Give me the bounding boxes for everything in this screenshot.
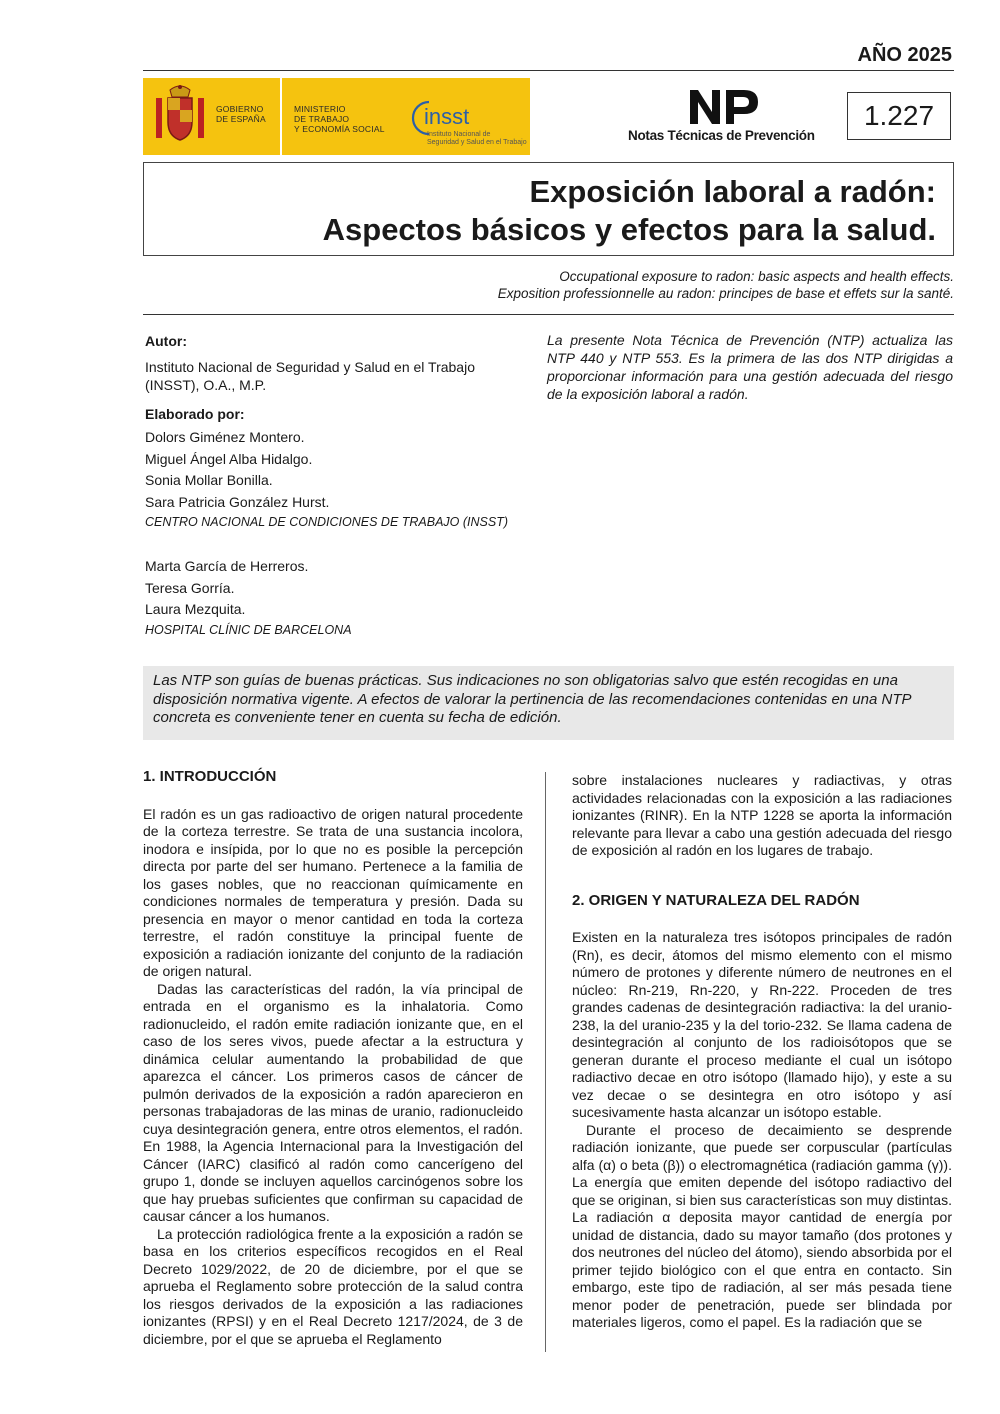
contributor-organization: CENTRO NACIONAL DE CONDICIONES DE TRABAJO (INSST): [145, 515, 509, 529]
paragraph: Durante el proceso de decaimiento se desprende radiación ionizante, que puede ser corpuscular (partículas alfa (α) o beta (β)) o electromagnética (radiación gamma (γ)). La energía que emiten depende del isótopo radiactivo del que se originan, si bien sus características son muy distintas. La radiación α deposita mayor cantidad de energía por unidad de distancia, dado su mayor tamaño (dos protones y dos neutrones del núcleo del átomo), siendo absorbida por el primer tejido biológico con el que entra en contacto. Sin embargo, este tipo de radiación, al ser más pesada tiene menor poder de penetración, puede ser blindada por materiales ligeros, como el papel. Es la radiación que se: [572, 1121, 952, 1330]
abstract: La presente Nota Técnica de Prevención (NTP) actualiza las NTP 440 y NTP 553. Es la primera de las dos NTP dirigidas a proporcionar información para una gestión adecuada del riesgo de la exposición laboral a radón.: [547, 332, 953, 402]
contributor: Teresa Gorría.: [145, 580, 235, 596]
contributor: Sara Patricia González Hurst.: [145, 494, 330, 510]
translated-titles: [254, 268, 954, 302]
document-title: [176, 173, 936, 249]
author-name: Instituto Nacional de Seguridad y Salud en el Trabajo (INSST), O.A., M.P.: [145, 359, 475, 393]
paragraph: La protección radiológica frente a la exposición a radón se basa en los criterios específicos recogidos en el Real Decreto 1029/2022, de 20 de diciembre, por el que se aprueba el Reglamento sobre protección de la salud contra los riesgos derivados de la exposición a las radiaciones ionizantes (RPSI) y en el Real Decreto 1217/2024, de 3 de diciembre, por el que se aprueba el Reglamento: [143, 1225, 523, 1347]
contributor: Laura Mezquita.: [145, 601, 246, 617]
insst-logo-text: insst: [424, 104, 470, 129]
subtitle-french: Exposition professionnelle au radon: principes de base et effets sur la santé.: [497, 286, 954, 301]
np-logo: [688, 88, 760, 126]
right-column: [572, 772, 952, 1332]
paragraph: sobre instalaciones nucleares y radiactivas, y otras actividades relacionadas con la exposición a las radiaciones ionizantes (RINR). En la NTP 1228 se aporta la información relevante para llevar a cabo una gestión adecuada del riesgo de exposición al radón en los lugares de trabajo.: [572, 772, 952, 858]
contributor: Marta García de Herreros.: [145, 558, 309, 574]
contributor-organization: HOSPITAL CLÍNIC DE BARCELONA: [145, 623, 352, 637]
section-heading: 1. INTRODUCCIÓN: [143, 768, 277, 785]
contributor: Miguel Ángel Alba Hidalgo.: [145, 451, 313, 467]
paragraph: El radón es un gas radioactivo de origen natural procedente de la corteza terrestre. Se trata de una sustancia incolora, inodora e insípida, por lo que no es posible la percepción directa por parte del ser humano. Pertenece a la familia de los gases nobles, que no reaccionan químicamente en condiciones normales de temperatura y presión. Dada su presencia en mayor o menor cantidad en toda la corteza terrestre, el radón constituye la principal fuente de exposición a radiación ionizante del conjunto de la radiación de origen natural.: [143, 805, 523, 979]
np-caption: Notas Técnicas de Prevención: [628, 128, 815, 143]
contributor: Sonia Mollar Bonilla.: [145, 472, 273, 488]
elaborated-label: Elaborado por:: [145, 406, 245, 422]
header-rule: [143, 70, 954, 71]
year-label: AÑO 2025: [857, 44, 952, 66]
column-divider: [545, 772, 546, 1352]
paragraph: Dadas las características del radón, la vía principal de entrada en el organismo es la inhalatoria. Como radionucleido, el radón emite radiación ionizante que, en el caso de los seres vivos, puede afectar a la estructura y dinámica celular aumentando la probabilidad de que aparezca el cáncer. Los primeros casos de cáncer de pulmón derivados de la exposición a radón aparecieron en personas trabajadoras de las minas de uranio, radionucleido cuya desintegración genera, entre otros elementos, el radón. En 1988, la Agencia Internacional para la Investigación del Cáncer (IARC) clasificó al radón como cancerígeno del grupo 1, donde se incluyen aquellos carcinógenos sobre los que hay pruebas suficientes que confirman su capacidad de causar cáncer a los humanos.: [143, 980, 523, 1224]
ntp-number: 1.227: [847, 92, 951, 140]
disclaimer-text: Las NTP son guías de buenas prácticas. Sus indicaciones no son obligatorias salvo que estén recogidas en una disposición normativa vigente. A efectos de valorar la pertinencia de las recomendaciones contenidas en una NTP concreta es conveniente tener en cuenta su fecha de edición.: [153, 672, 911, 726]
ministry-label: MINISTERIO DE TRABAJO Y ECONOMÍA SOCIAL: [294, 104, 385, 134]
author-label: Autor:: [145, 333, 187, 349]
subtitle-rule: [143, 314, 954, 315]
government-label: GOBIERNO DE ESPAÑA: [216, 104, 266, 124]
logo-separator: [280, 78, 282, 155]
title-line-1: Exposición laboral a radón:: [529, 174, 936, 209]
contributor: Dolors Giménez Montero.: [145, 429, 305, 445]
paragraph: Existen en la naturaleza tres isótopos principales de radón (Rn), es decir, átomos del mismo elemento con el mismo número de protones y diferente número de neutrones en el núcleo: Rn-219, Rn-220, y Rn-222. Proceden de tres grandes cadenas de desintegración radiactiva: la del uranio-238, la del uranio-235 y la del torio-232. Se llama cadena de desintegración al conjunto de los radioisótopos que se generan durante el proceso mediante el cual un isótopo radiactivo decae en otro isótopo (llamado hijo), y este a su vez decae o se desintegra en otro isótopo y así sucesivamente hasta alcanzar un isótopo estable.: [572, 929, 952, 1120]
insst-subtitle: Instituto Nacional de Seguridad y Salud en el Trabajo: [427, 131, 527, 146]
section-heading: 2. ORIGEN Y NATURALEZA DEL RADÓN: [572, 891, 860, 909]
coat-of-arms-icon: [152, 84, 208, 148]
title-line-2: Aspectos básicos y efectos para la salud.: [322, 212, 936, 247]
subtitle-english: Occupational exposure to radon: basic aspects and health effects.: [559, 269, 954, 284]
left-column: [143, 768, 523, 1348]
